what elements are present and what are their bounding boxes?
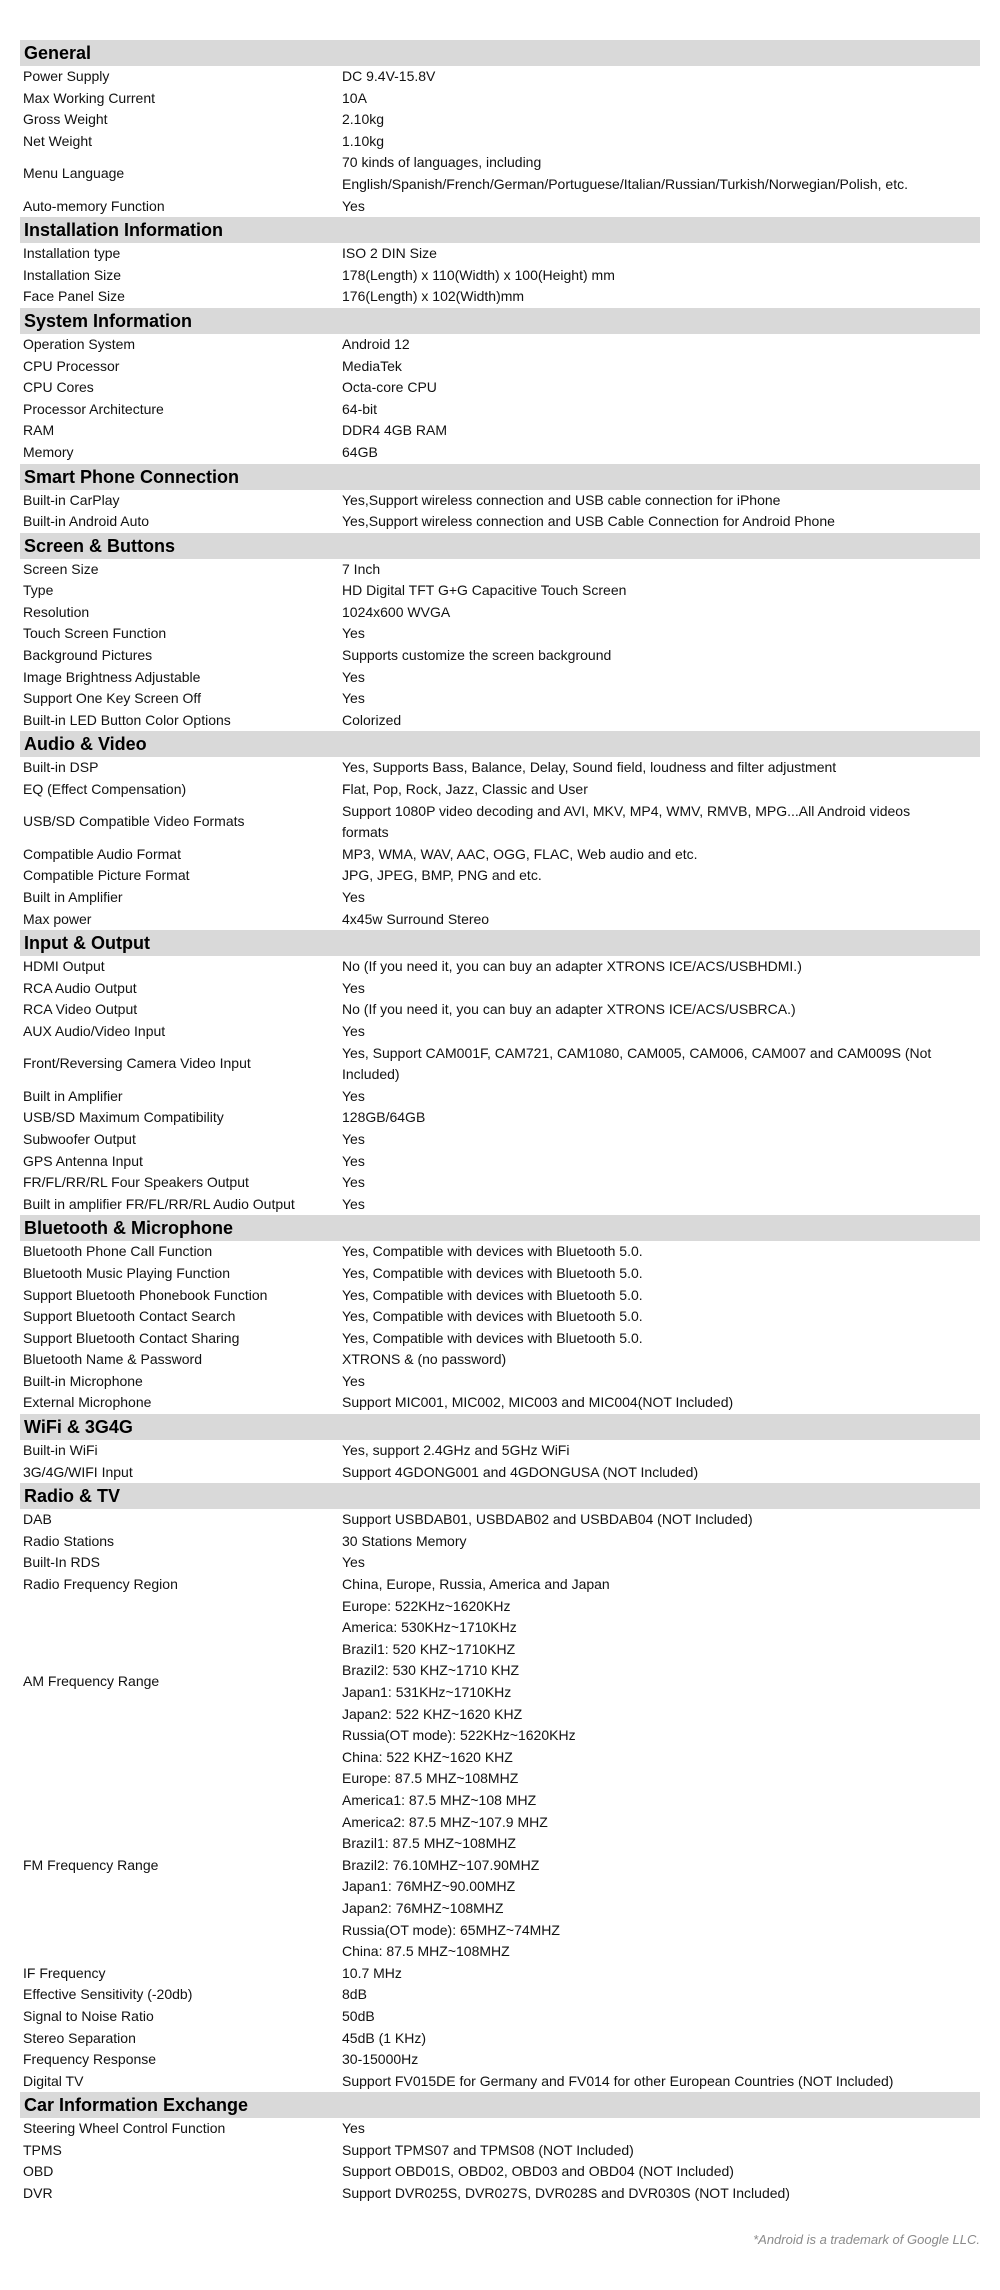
spec-label: Touch Screen Function [23, 625, 167, 642]
spec-value: Europe: 522KHz~1620KHz America: 530KHz~1710KHz Brazil1: 520 KHZ~1710KHZ Brazil2: 530 KHZ~1710 KHZ Japan1: 531KHz~1710KHz Japan2: 522 KHZ~1620 KHZ Russia(OT mode): 522KHz~1620KHz China: 522 KHZ~1620 KHZ [342, 1597, 576, 1765]
spec-label: Bluetooth Phone Call Function [23, 1243, 213, 1260]
spec-row [20, 1263, 980, 1285]
spec-label: TPMS [23, 2141, 62, 2158]
spec-label: Support Bluetooth Contact Sharing [23, 1329, 240, 1346]
spec-label: Compatible Audio Format [23, 845, 181, 862]
spec-value: MediaTek [342, 357, 402, 374]
spec-label: Installation Size [23, 266, 122, 283]
spec-row [20, 1285, 980, 1307]
spec-label: Bluetooth Name & Password [23, 1351, 202, 1368]
section-header: WiFi & 3G4G [20, 1414, 980, 1440]
section-header: Radio & TV [20, 1483, 980, 1509]
spec-value: Yes, Compatible with devices with Bluetooth 5.0. [342, 1264, 643, 1281]
spec-row [20, 1349, 980, 1371]
spec-row [20, 1241, 980, 1263]
spec-row [20, 559, 980, 581]
spec-label: Installation type [23, 245, 121, 262]
spec-row [20, 1552, 980, 1574]
spec-value: 45dB (1 KHz) [342, 2029, 427, 2046]
spec-label: Memory [23, 443, 74, 460]
spec-value: MP3, WMA, WAV, AAC, OGG, FLAC, Web audio and etc. [342, 845, 698, 862]
spec-label: HDMI Output [23, 958, 105, 975]
spec-row [20, 1984, 980, 2006]
spec-label: Type [23, 582, 54, 599]
spec-row [20, 1371, 980, 1393]
spec-label: Built-in WiFi [23, 1442, 98, 1459]
spec-value: 176(Length) x 102(Width)mm [342, 288, 525, 305]
spec-section [20, 217, 980, 308]
spec-value: Yes [342, 1152, 365, 1169]
spec-label: FM Frequency Range [23, 1856, 159, 1873]
spec-row [20, 131, 980, 153]
spec-row [20, 1768, 980, 1962]
spec-label: DVR [23, 2185, 53, 2202]
spec-value: Yes [342, 690, 365, 707]
spec-value: Yes [342, 1174, 365, 1191]
spec-value: Yes,Support wireless connection and USB Cable Connection for Android Phone [342, 513, 835, 530]
spec-label: GPS Antenna Input [23, 1152, 143, 1169]
spec-row [20, 710, 980, 732]
spec-row [20, 1043, 980, 1086]
spec-value: 7 Inch [342, 560, 381, 577]
spec-value: Yes [342, 625, 365, 642]
spec-value: Yes [342, 1130, 365, 1147]
spec-label: Compatible Picture Format [23, 867, 190, 884]
spec-row [20, 645, 980, 667]
spec-row [20, 196, 980, 218]
spec-row [20, 2049, 980, 2071]
spec-label: Support One Key Screen Off [23, 690, 201, 707]
spec-row [20, 2006, 980, 2028]
spec-value: China, Europe, Russia, America and Japan [342, 1576, 610, 1593]
spec-value: Support 4GDONG001 and 4GDONGUSA (NOT Included) [342, 1463, 699, 1480]
section-header: Installation Information [20, 217, 980, 243]
spec-label: Processor Architecture [23, 400, 164, 417]
spec-section [20, 464, 980, 533]
spec-row [20, 1440, 980, 1462]
spec-label: Net Weight [23, 132, 92, 149]
spec-row [20, 109, 980, 131]
spec-value: Yes [342, 889, 365, 905]
spec-value: Yes [342, 1087, 365, 1104]
spec-value: 4x45w Surround Stereo [342, 910, 490, 927]
spec-row [20, 490, 980, 512]
trademark-footnote: *Android is a trademark of Google LLC. [753, 2232, 980, 2247]
spec-section [20, 2092, 980, 2204]
spec-row [20, 1151, 980, 1173]
spec-row [20, 243, 980, 265]
spec-label: Built in Amplifier [23, 1087, 123, 1104]
spec-section [20, 308, 980, 464]
spec-value: Supports customize the screen background [342, 647, 612, 664]
spec-value: Yes [342, 1195, 365, 1212]
spec-row [20, 1963, 980, 1985]
spec-label: USB/SD Maximum Compatibility [23, 1109, 224, 1126]
spec-label: Support Bluetooth Contact Search [23, 1308, 236, 1325]
spec-value: Support USBDAB01, USBDAB02 and USBDAB04 (NOT Included) [342, 1511, 753, 1528]
spec-label: AUX Audio/Video Input [23, 1022, 166, 1039]
spec-label: Auto-memory Function [23, 197, 165, 214]
spec-label: Gross Weight [23, 111, 108, 128]
spec-row [20, 2118, 980, 2140]
spec-label: Built in amplifier FR/FL/RR/RL Audio Output [23, 1195, 295, 1212]
spec-value: Support MIC001, MIC002, MIC003 and MIC004(NOT Included) [342, 1394, 734, 1411]
spec-value: DC 9.4V-15.8V [342, 68, 436, 84]
spec-label: RCA Audio Output [23, 979, 137, 996]
spec-row [20, 909, 980, 931]
spec-row [20, 865, 980, 887]
spec-value: Yes, Compatible with devices with Bluetooth 5.0. [342, 1329, 643, 1346]
section-header: Input & Output [20, 930, 980, 956]
spec-label: IF Frequency [23, 1964, 106, 1981]
spec-row [20, 1462, 980, 1484]
spec-row [20, 887, 980, 909]
section-header: Car Information Exchange [20, 2092, 980, 2118]
spec-value: Yes, Compatible with devices with Bluetooth 5.0. [342, 1308, 643, 1325]
spec-label: EQ (Effect Compensation) [23, 781, 187, 798]
spec-label: AM Frequency Range [23, 1673, 160, 1690]
spec-row [20, 1107, 980, 1129]
spec-row [20, 1574, 980, 1596]
spec-label: Operation System [23, 335, 136, 352]
spec-section [20, 1215, 980, 1414]
spec-row [20, 399, 980, 421]
spec-value: No (If you need it, you can buy an adapter XTRONS ICE/ACS/USBHDMI.) [342, 958, 802, 975]
spec-label: Stereo Separation [23, 2029, 136, 2046]
spec-row [20, 2161, 980, 2183]
spec-value: Yes, Compatible with devices with Bluetooth 5.0. [342, 1243, 643, 1260]
section-header: General [20, 40, 980, 66]
spec-label: Face Panel Size [23, 288, 125, 305]
spec-row [20, 1172, 980, 1194]
spec-value: 64GB [342, 443, 378, 460]
spec-row [20, 580, 980, 602]
spec-value: Yes,Support wireless connection and USB cable connection for iPhone [342, 491, 781, 508]
spec-value: Europe: 87.5 MHZ~108MHZ America1: 87.5 MHZ~108 MHZ America2: 87.5 MHZ~107.9 MHZ Brazil1: 87.5 MHZ~108MHZ Brazil2: 76.10MHZ~107.90MHZ Japan1: 76MHZ~90.00MHZ Japan2: 76MHZ~108MHZ Russia(OT mode): 65MHZ~74MHZ China: 87.5 MHZ~108MHZ [342, 1770, 560, 1960]
spec-label: Screen Size [23, 560, 99, 577]
spec-label: 3G/4G/WIFI Input [23, 1463, 133, 1480]
spec-section [20, 1483, 980, 2092]
spec-row [20, 442, 980, 464]
spec-value: Support OBD01S, OBD02, OBD03 and OBD04 (NOT Included) [342, 2163, 734, 2180]
spec-value: Yes [342, 1022, 365, 1039]
spec-row [20, 602, 980, 624]
spec-value: 10A [342, 89, 367, 106]
spec-label: DAB [23, 1511, 52, 1528]
spec-row [20, 779, 980, 801]
spec-value: 1024x600 WVGA [342, 603, 451, 620]
spec-row [20, 88, 980, 110]
spec-label: Subwoofer Output [23, 1130, 136, 1147]
spec-section [20, 533, 980, 732]
spec-value: Octa-core CPU [342, 379, 437, 396]
spec-row [20, 1306, 980, 1328]
spec-row [20, 757, 980, 779]
spec-value: 1.10kg [342, 132, 385, 149]
spec-row [20, 420, 980, 442]
spec-row [20, 623, 980, 645]
spec-row [20, 999, 980, 1021]
spec-label: Image Brightness Adjustable [23, 668, 201, 685]
spec-section [20, 1414, 980, 1483]
spec-value: 2.10kg [342, 111, 385, 128]
spec-row [20, 265, 980, 287]
spec-row [20, 1509, 980, 1531]
spec-label: Radio Frequency Region [23, 1576, 178, 1593]
spec-value: No (If you need it, you can buy an adapter XTRONS ICE/ACS/USBRCA.) [342, 1001, 796, 1018]
spec-label: External Microphone [23, 1394, 152, 1411]
spec-label: Frequency Response [23, 2051, 157, 2068]
spec-row [20, 334, 980, 356]
spec-row [20, 286, 980, 308]
spec-value: Yes [342, 197, 365, 214]
spec-value: 178(Length) x 110(Width) x 100(Height) mm [342, 266, 615, 283]
spec-label: Built-in Android Auto [23, 513, 150, 530]
spec-row [20, 844, 980, 866]
spec-label: Max Working Current [23, 89, 156, 106]
spec-value: Yes [342, 1372, 365, 1389]
spec-value: Support DVR025S, DVR027S, DVR028S and DVR030S (NOT Included) [342, 2185, 790, 2202]
spec-label: CPU Processor [23, 357, 120, 374]
spec-value: 50dB [342, 2007, 375, 2024]
spec-label: RAM [23, 422, 55, 439]
spec-value: 30-15000Hz [342, 2051, 419, 2068]
spec-row [20, 956, 980, 978]
spec-row [20, 66, 980, 88]
spec-label: OBD [23, 2163, 54, 2180]
spec-label: Effective Sensitivity (-20db) [23, 1986, 193, 2003]
spec-value: Support TPMS07 and TPMS08 (NOT Included) [342, 2141, 634, 2158]
spec-value: Support 1080P video decoding and AVI, MKV, MP4, WMV, RMVB, MPG...All Android videos formats [342, 802, 911, 841]
spec-label: Front/Reversing Camera Video Input [23, 1055, 251, 1072]
spec-section [20, 731, 980, 930]
spec-label: FR/FL/RR/RL Four Speakers Output [23, 1174, 249, 1191]
spec-value: HD Digital TFT G+G Capacitive Touch Screen [342, 582, 627, 599]
spec-row [20, 1129, 980, 1151]
spec-row [20, 1328, 980, 1350]
spec-label: Support Bluetooth Phonebook Function [23, 1286, 268, 1303]
spec-label: Built-in Microphone [23, 1372, 143, 1389]
spec-row [20, 688, 980, 710]
spec-row [20, 1194, 980, 1216]
spec-label: RCA Video Output [23, 1001, 138, 1018]
section-header: Audio & Video [20, 731, 980, 757]
spec-label: Steering Wheel Control Function [23, 2120, 226, 2137]
section-header: Bluetooth & Microphone [20, 1215, 980, 1241]
spec-value: Yes [342, 979, 365, 996]
spec-label: Power Supply [23, 68, 110, 84]
spec-row [20, 1531, 980, 1553]
spec-value: XTRONS & (no password) [342, 1351, 507, 1368]
spec-value: 30 Stations Memory [342, 1532, 467, 1549]
spec-value: Flat, Pop, Rock, Jazz, Classic and User [342, 781, 588, 798]
spec-row [20, 1596, 980, 1769]
spec-value: Support FV015DE for Germany and FV014 for other European Countries (NOT Included) [342, 2072, 894, 2089]
spec-row [20, 1086, 980, 1108]
spec-label: Bluetooth Music Playing Function [23, 1264, 230, 1281]
spec-label: Max power [23, 910, 92, 927]
spec-value: Yes [342, 2120, 365, 2137]
spec-value: DDR4 4GB RAM [342, 422, 448, 439]
spec-row [20, 1021, 980, 1043]
spec-value: 10.7 MHz [342, 1964, 402, 1981]
spec-row [20, 1392, 980, 1414]
spec-value: Yes [342, 668, 365, 685]
spec-section [20, 930, 980, 1215]
spec-label: Built-in DSP [23, 759, 99, 776]
spec-value: 8dB [342, 1986, 367, 2003]
spec-row [20, 356, 980, 378]
spec-row [20, 511, 980, 533]
spec-row [20, 2140, 980, 2162]
spec-value: 128GB/64GB [342, 1109, 426, 1126]
spec-row [20, 801, 980, 844]
spec-label: Built-in LED Button Color Options [23, 711, 231, 728]
spec-label: Background Pictures [23, 647, 153, 664]
spec-value: Colorized [342, 711, 402, 728]
section-header: Smart Phone Connection [20, 464, 980, 490]
spec-value: ISO 2 DIN Size [342, 245, 437, 262]
spec-row [20, 377, 980, 399]
spec-row [20, 152, 980, 195]
spec-row [20, 978, 980, 1000]
spec-value: JPG, JPEG, BMP, PNG and etc. [342, 867, 542, 884]
spec-label: Signal to Noise Ratio [23, 2007, 154, 2024]
spec-row [20, 2183, 980, 2205]
spec-label: Built-in CarPlay [23, 491, 120, 508]
spec-value: Android 12 [342, 335, 410, 352]
spec-label: USB/SD Compatible Video Formats [23, 813, 245, 830]
spec-sheet [20, 40, 980, 2205]
spec-label: Digital TV [23, 2072, 84, 2089]
spec-value: 70 kinds of languages, including English/Spanish/French/German/Portuguese/Italian/Russian/Turkish/Norwegian/Polish, etc. [342, 154, 908, 192]
spec-value: 64-bit [342, 400, 378, 417]
spec-label: Radio Stations [23, 1532, 115, 1549]
spec-label: Resolution [23, 603, 90, 620]
spec-label: CPU Cores [23, 379, 94, 396]
spec-row [20, 2071, 980, 2093]
spec-label: Built-In RDS [23, 1554, 101, 1571]
spec-label: Built in Amplifier [23, 889, 123, 905]
section-header: System Information [20, 308, 980, 334]
spec-value: Yes, Supports Bass, Balance, Delay, Sound field, loudness and filter adjustment [342, 759, 837, 776]
spec-label: Menu Language [23, 165, 125, 182]
spec-section [20, 40, 980, 217]
spec-row [20, 667, 980, 689]
spec-value: Yes, support 2.4GHz and 5GHz WiFi [342, 1442, 570, 1459]
spec-value: Yes [342, 1554, 365, 1571]
spec-row [20, 2028, 980, 2050]
spec-value: Yes, Support CAM001F, CAM721, CAM1080, CAM005, CAM006, CAM007 and CAM009S (Not Included) [342, 1044, 932, 1083]
section-header: Screen & Buttons [20, 533, 980, 559]
spec-value: Yes, Compatible with devices with Bluetooth 5.0. [342, 1286, 643, 1303]
